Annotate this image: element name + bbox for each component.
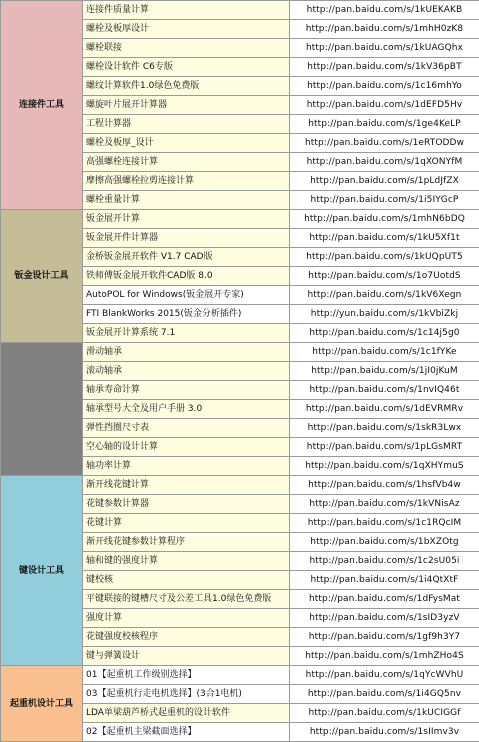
- download-link-cell[interactable]: http://yun.baidu.com/s/1kVbiZkj: [290, 305, 479, 324]
- tool-name-cell: 金桥钣金展开软件 V1.7 CAD版: [83, 248, 290, 267]
- download-link-cell[interactable]: http://pan.baidu.com/s/1c1fYKe: [290, 343, 479, 362]
- table-row: [1, 1, 479, 20]
- download-link-cell[interactable]: http://pan.baidu.com/s/1qYcWVhU: [290, 666, 479, 685]
- download-link-cell[interactable]: http://pan.baidu.com/s/1pLGsMRT: [290, 438, 479, 457]
- tool-name-cell: FTI BlankWorks 2015(钣金分析插件): [83, 305, 290, 324]
- tool-name-cell: 强度计算: [83, 609, 290, 628]
- download-link-cell[interactable]: http://pan.baidu.com/s/1dFysMat: [290, 590, 479, 609]
- tool-name-cell: 键校核: [83, 571, 290, 590]
- download-link-cell[interactable]: http://pan.baidu.com/s/1dEVRMRv: [290, 400, 479, 419]
- download-link-cell[interactable]: http://pan.baidu.com/s/1skR3Lwx: [290, 419, 479, 438]
- download-link-cell[interactable]: http://pan.baidu.com/s/1nvIQ46t: [290, 381, 479, 400]
- tool-name-cell: 滑动轴承: [83, 343, 290, 362]
- tool-name-cell: 螺栓及板厚_设计: [83, 134, 290, 153]
- tool-name-cell: 花键参数计算器: [83, 495, 290, 514]
- download-link-cell[interactable]: http://pan.baidu.com/s/1c2sU05i: [290, 552, 479, 571]
- tool-name-cell: 钣金展开计算: [83, 210, 290, 229]
- download-link-cell[interactable]: http://pan.baidu.com/s/1kV6Xegn: [290, 286, 479, 305]
- download-link-cell[interactable]: http://pan.baidu.com/s/1kUQpUT5: [290, 248, 479, 267]
- tool-name-cell: 连接件质量计算: [83, 1, 290, 20]
- tool-name-cell: LDA单梁葫芦桥式起重机的设计软件: [83, 704, 290, 723]
- download-link-cell[interactable]: http://pan.baidu.com/s/1i5IYGcP: [290, 191, 479, 210]
- tool-name-cell: 轴功率计算: [83, 457, 290, 476]
- download-link-cell[interactable]: http://pan.baidu.com/s/1eRTODDw: [290, 134, 479, 153]
- table-body: [1, 1, 479, 742]
- category-cell: [1, 343, 83, 476]
- download-link-cell[interactable]: http://pan.baidu.com/s/1mhZHo4S: [290, 647, 479, 666]
- download-link-cell[interactable]: http://pan.baidu.com/s/1c1RQcIM: [290, 514, 479, 533]
- download-link-cell[interactable]: http://pan.baidu.com/s/1sID3yzV: [290, 609, 479, 628]
- tool-name-cell: 铁师傅钣金展开软件CAD版 8.0: [83, 267, 290, 286]
- tool-name-cell: 螺旋叶片展开计算器: [83, 96, 290, 115]
- download-link-cell[interactable]: http://pan.baidu.com/s/1kUAGQhx: [290, 39, 479, 58]
- tool-name-cell: 渐开线花键参数计算程序: [83, 533, 290, 552]
- tool-name-cell: 滚动轴承: [83, 362, 290, 381]
- download-link-cell[interactable]: http://pan.baidu.com/s/1kUEKAKB: [290, 1, 479, 20]
- download-link-cell[interactable]: http://pan.baidu.com/s/1kV36pBT: [290, 58, 479, 77]
- tool-name-cell: 轴承寿命计算: [83, 381, 290, 400]
- download-link-cell[interactable]: http://pan.baidu.com/s/1kVNisAz: [290, 495, 479, 514]
- table-row: [1, 210, 479, 229]
- download-link-cell[interactable]: http://pan.baidu.com/s/1mhN6bDQ: [290, 210, 479, 229]
- tool-name-cell: 弹性挡圈尺寸表: [83, 419, 290, 438]
- tool-name-cell: 花键计算: [83, 514, 290, 533]
- tool-name-cell: 工程计算器: [83, 115, 290, 134]
- download-link-cell[interactable]: http://pan.baidu.com/s/1gf9h3Y7: [290, 628, 479, 647]
- download-link-cell[interactable]: http://pan.baidu.com/s/1mhH0zK8: [290, 20, 479, 39]
- tool-name-cell: 螺纹计算软件1.0绿色免费版: [83, 77, 290, 96]
- tool-name-cell: 钣金展开件计算器: [83, 229, 290, 248]
- tool-name-cell: 钣金展开计算系统 7.1: [83, 324, 290, 343]
- download-link-cell[interactable]: http://pan.baidu.com/s/1hsfVb4w: [290, 476, 479, 495]
- download-link-cell[interactable]: http://pan.baidu.com/s/1kU5Xf1t: [290, 229, 479, 248]
- table-row: [1, 666, 479, 685]
- tool-name-cell: 平键联接的键槽尺寸及公差工具1.0绿色免费版: [83, 590, 290, 609]
- download-link-cell[interactable]: http://pan.baidu.com/s/1qXHYmuS: [290, 457, 479, 476]
- tool-name-cell: 摩擦高强螺栓拉剪连接计算: [83, 172, 290, 191]
- category-cell: 钣金设计工具: [1, 210, 83, 343]
- tool-name-cell: 02【起重机主梁截面选择】: [83, 723, 290, 742]
- category-cell: 连接件工具: [1, 1, 83, 210]
- tool-name-cell: 03【起重机行走电机选择】(3合1电机): [83, 685, 290, 704]
- download-link-cell[interactable]: http://pan.baidu.com/s/1dEFD5Hv: [290, 96, 479, 115]
- tool-name-cell: 螺栓及板厚设计: [83, 20, 290, 39]
- tool-name-cell: 轴承型号大全及用户手册 3.0: [83, 400, 290, 419]
- tool-name-cell: 空心轴的设计计算: [83, 438, 290, 457]
- download-link-cell[interactable]: http://pan.baidu.com/s/1jI0jKuM: [290, 362, 479, 381]
- download-link-cell[interactable]: http://pan.baidu.com/s/1i4QtXtF: [290, 571, 479, 590]
- download-link-cell[interactable]: http://pan.baidu.com/s/1pLdJfZX: [290, 172, 479, 191]
- tool-name-cell: 01【起重机工作级别选择】: [83, 666, 290, 685]
- tool-name-cell: 螺栓联接: [83, 39, 290, 58]
- tool-name-cell: 键与弹簧设计: [83, 647, 290, 666]
- download-link-cell[interactable]: http://pan.baidu.com/s/1i4GQ5nv: [290, 685, 479, 704]
- download-link-cell[interactable]: http://pan.baidu.com/s/1sIImv3v: [290, 723, 479, 742]
- category-cell: 键设计工具: [1, 476, 83, 666]
- download-link-cell[interactable]: http://pan.baidu.com/s/1c14j5g0: [290, 324, 479, 343]
- tool-name-cell: 高强螺栓连接计算: [83, 153, 290, 172]
- tool-name-cell: 螺栓重量计算: [83, 191, 290, 210]
- category-cell: 起重机设计工具: [1, 666, 83, 742]
- table-row: [1, 343, 479, 362]
- download-link-cell[interactable]: http://pan.baidu.com/s/1bXZOtg: [290, 533, 479, 552]
- tool-name-cell: 花键强度校核程序: [83, 628, 290, 647]
- tool-name-cell: 螺栓设计软件 C6专版: [83, 58, 290, 77]
- download-link-cell[interactable]: http://pan.baidu.com/s/1qXONYfM: [290, 153, 479, 172]
- download-link-cell[interactable]: http://pan.baidu.com/s/1o7UotdS: [290, 267, 479, 286]
- download-link-cell[interactable]: http://pan.baidu.com/s/1c16mhYo: [290, 77, 479, 96]
- table-row: [1, 476, 479, 495]
- download-link-cell[interactable]: http://pan.baidu.com/s/1ge4KeLP: [290, 115, 479, 134]
- tool-name-cell: 渐开线花键计算: [83, 476, 290, 495]
- tool-name-cell: AutoPOL for Windows(钣金展开专家): [83, 286, 290, 305]
- download-link-cell[interactable]: http://pan.baidu.com/s/1kUCIGGf: [290, 704, 479, 723]
- tool-name-cell: 轴和键的强度计算: [83, 552, 290, 571]
